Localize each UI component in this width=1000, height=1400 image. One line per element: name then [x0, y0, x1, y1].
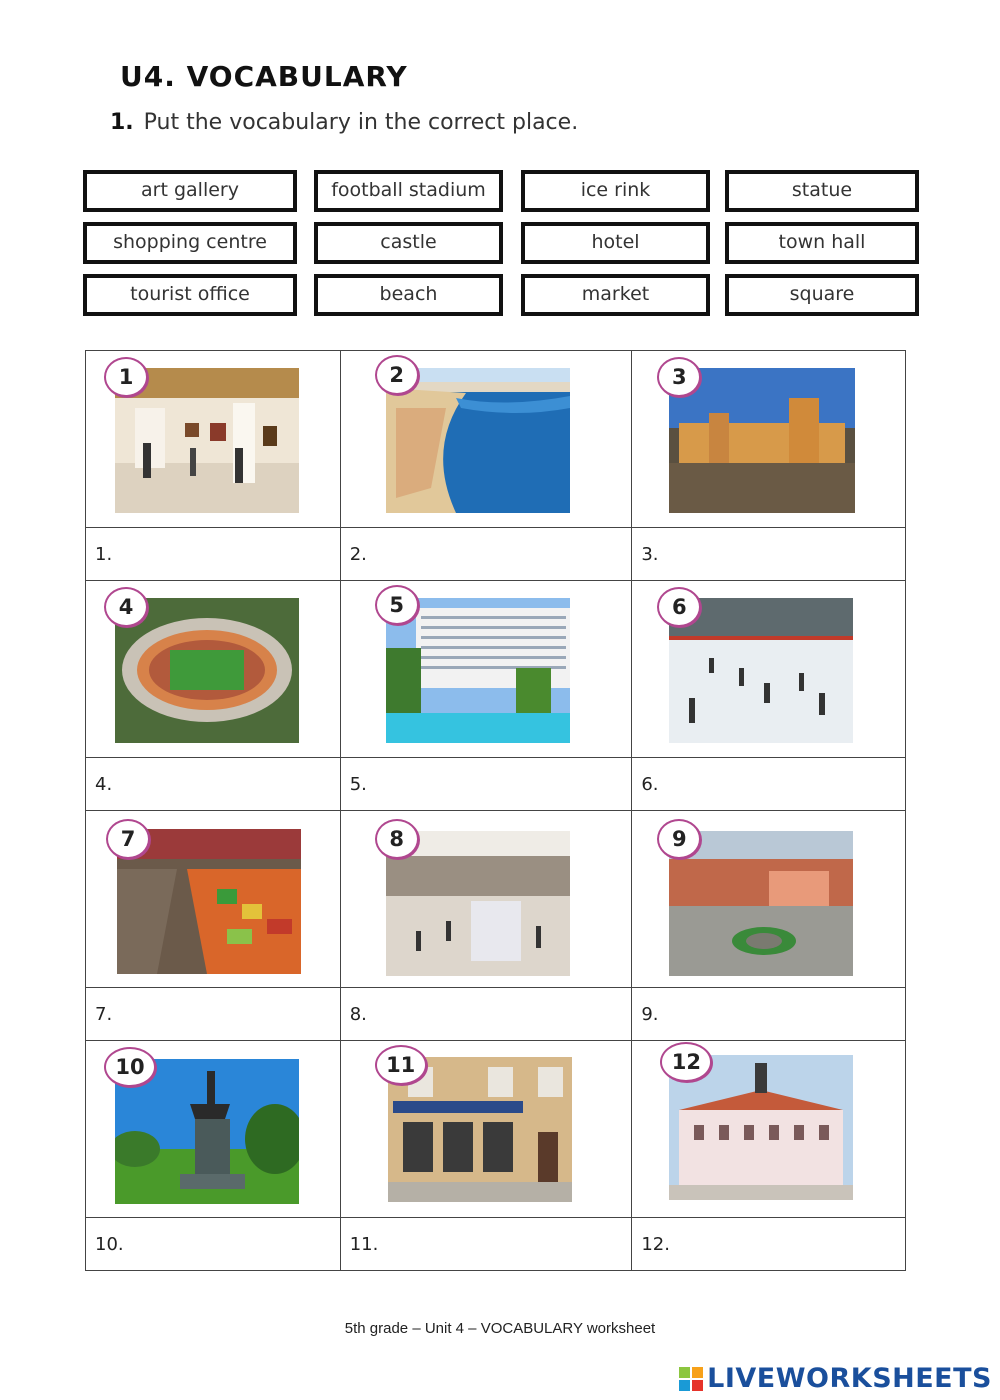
castle-photo — [669, 368, 855, 513]
number-badge: 2 — [375, 355, 419, 395]
picture-cell-2 — [340, 351, 632, 528]
answer-cell-1[interactable]: 1. — [86, 528, 341, 581]
word-ice-rink[interactable]: ice rink — [521, 170, 710, 212]
logo-text: LIVEWORKSHEETS — [707, 1363, 992, 1394]
ice-rink-photo — [669, 598, 853, 743]
word-market[interactable]: market — [521, 274, 710, 316]
instruction-text: Put the vocabulary in the correct place. — [143, 110, 579, 135]
page-title: U4. VOCABULARY — [120, 60, 408, 93]
number-badge: 12 — [660, 1042, 712, 1082]
logo-cubes-icon — [679, 1367, 703, 1391]
answer-cell-4[interactable]: 4. — [86, 758, 341, 811]
word-football-stadium[interactable]: football stadium — [314, 170, 503, 212]
answer-cell-8[interactable]: 8. — [340, 988, 632, 1041]
word-tourist-office[interactable]: tourist office — [83, 274, 297, 316]
number-badge: 6 — [657, 587, 701, 627]
beach-photo — [386, 368, 570, 513]
picture-cell-7 — [86, 811, 341, 988]
picture-cell-9 — [632, 811, 906, 988]
number-badge: 11 — [375, 1045, 427, 1085]
number-badge: 8 — [375, 819, 419, 859]
picture-cell-4 — [86, 581, 341, 758]
picture-cell-8 — [340, 811, 632, 988]
number-badge: 5 — [375, 585, 419, 625]
answer-cell-2[interactable]: 2. — [340, 528, 632, 581]
answer-cell-9[interactable]: 9. — [632, 988, 906, 1041]
word-castle[interactable]: castle — [314, 222, 503, 264]
number-badge: 10 — [104, 1047, 156, 1087]
word-statue[interactable]: statue — [725, 170, 919, 212]
answer-cell-7[interactable]: 7. — [86, 988, 341, 1041]
hotel-photo — [386, 598, 570, 743]
picture-cell-12 — [632, 1041, 906, 1218]
instruction — [110, 110, 578, 135]
footer-text: 5th grade – Unit 4 – VOCABULARY worksheet — [344, 1320, 656, 1337]
answer-cell-10[interactable]: 10. — [86, 1218, 341, 1271]
answer-cell-5[interactable]: 5. — [340, 758, 632, 811]
picture-cell-6 — [632, 581, 906, 758]
instruction-number: 1. — [110, 110, 134, 135]
word-art-gallery[interactable]: art gallery — [83, 170, 297, 212]
word-shopping-centre[interactable]: shopping centre — [83, 222, 297, 264]
number-badge: 1 — [104, 357, 148, 397]
number-badge: 7 — [106, 819, 150, 859]
number-badge: 3 — [657, 357, 701, 397]
square-photo — [669, 831, 853, 976]
word-square[interactable]: square — [725, 274, 919, 316]
picture-cell-11 — [340, 1041, 632, 1218]
picture-cell-5 — [340, 581, 632, 758]
shopping-centre-photo — [386, 831, 570, 976]
number-badge: 4 — [104, 587, 148, 627]
picture-cell-1 — [86, 351, 341, 528]
word-town-hall[interactable]: town hall — [725, 222, 919, 264]
answer-cell-6[interactable]: 6. — [632, 758, 906, 811]
word-hotel[interactable]: hotel — [521, 222, 710, 264]
number-badge: 9 — [657, 819, 701, 859]
picture-grid — [85, 350, 906, 1271]
answer-cell-3[interactable]: 3. — [632, 528, 906, 581]
answer-cell-11[interactable]: 11. — [340, 1218, 632, 1271]
picture-cell-10 — [86, 1041, 341, 1218]
answer-cell-12[interactable]: 12. — [632, 1218, 906, 1271]
word-beach[interactable]: beach — [314, 274, 503, 316]
liveworksheets-logo[interactable] — [679, 1363, 992, 1394]
picture-cell-3 — [632, 351, 906, 528]
